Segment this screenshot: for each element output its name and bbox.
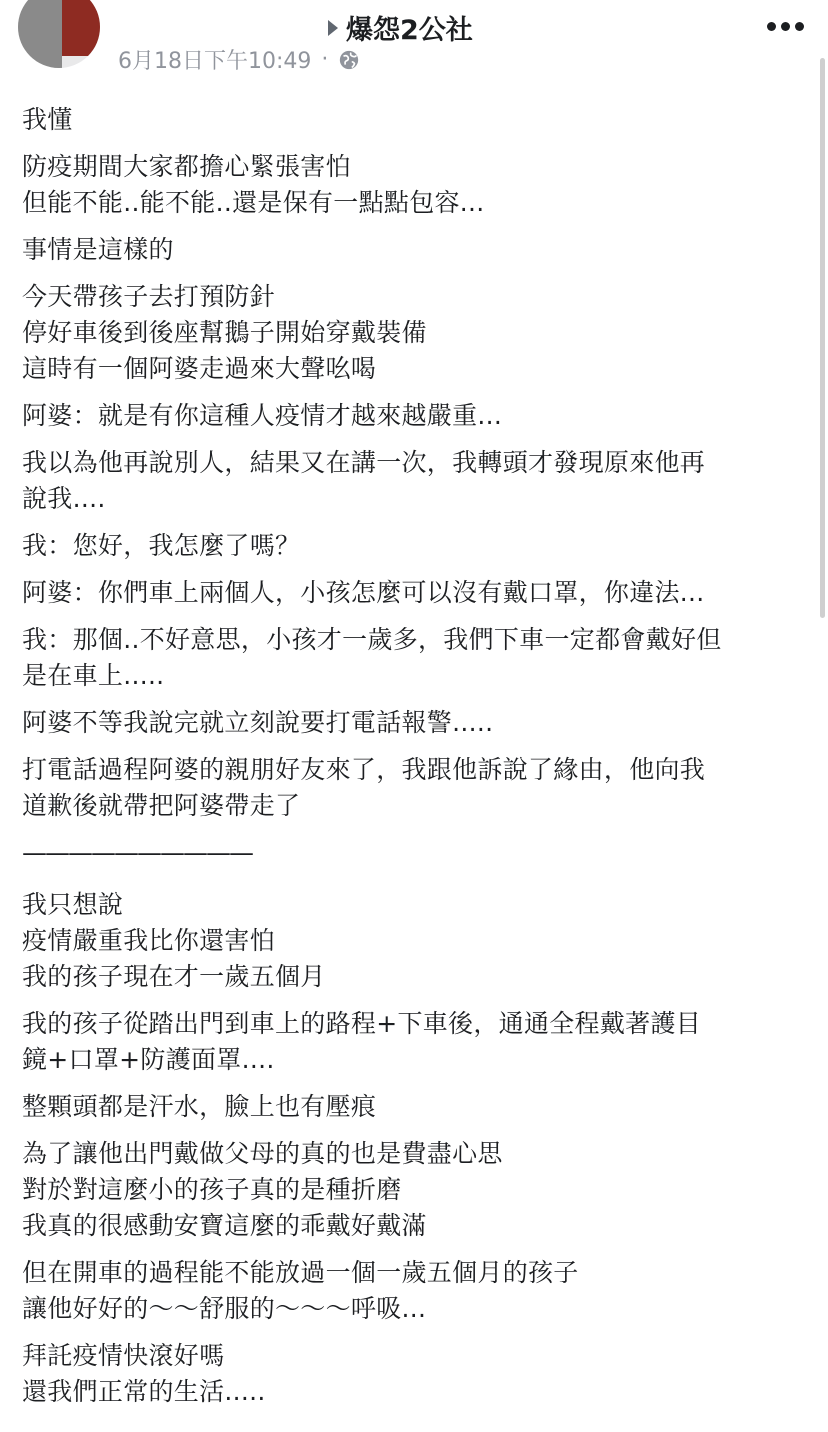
- post-paragraph: [22, 1006, 800, 1078]
- post-text-line: 對於對這麼小的孩子真的是種折磨: [22, 1175, 402, 1204]
- post-text-line: 防疫期間大家都擔心緊張害怕: [22, 152, 351, 181]
- more-dots-icon: [767, 22, 776, 31]
- post-text-line: 今天帶孩子去打預防針: [22, 282, 276, 311]
- post-text-line: 我的孩子從踏出門到車上的路程+下車後，通通全程戴著護目: [22, 1009, 702, 1038]
- post-body: [0, 90, 828, 1410]
- post-text-line: 我的孩子現在才一歲五個月: [22, 962, 326, 991]
- post-text-line: 整顆頭都是汗水，臉上也有壓痕: [22, 1092, 377, 1121]
- post-meta: [118, 44, 360, 75]
- post-text-line: 阿婆不等我說完就立刻說要打電話報警.....: [22, 708, 494, 737]
- post-header: [0, 0, 828, 90]
- post-text-line: 事情是這樣的: [22, 235, 174, 264]
- post-paragraph: [22, 1089, 800, 1125]
- post-paragraph: [22, 705, 800, 741]
- post-text-line: 我以為他再說別人，結果又在講一次，我轉頭才發現原來他再: [22, 448, 706, 477]
- caret-right-icon: [328, 20, 338, 36]
- post-text-part-1: [22, 102, 800, 824]
- group-title-row[interactable]: [328, 8, 473, 47]
- post-text-line: 鏡+口罩+防護面罩....: [22, 1045, 275, 1074]
- post-paragraph: [22, 575, 800, 611]
- more-options-button[interactable]: [767, 22, 804, 31]
- post-text-line: 讓他好好的～～舒服的～～～呼吸...: [22, 1294, 427, 1323]
- post-text-line: 說我....: [22, 484, 106, 513]
- post-text-line: 打電話過程阿婆的親朋好友來了，我跟他訴說了緣由，他向我: [22, 755, 706, 784]
- scrollbar[interactable]: [820, 58, 825, 618]
- post-paragraph: [22, 1338, 800, 1410]
- post-text-line: 我懂: [22, 105, 73, 134]
- post-paragraph: [22, 887, 800, 995]
- meta-separator: ·: [321, 47, 329, 72]
- post-text-line: 但能不能..能不能..還是保有一點點包容...: [22, 188, 485, 217]
- post-text-line: 我真的很感動安寶這麼的乖戴好戴滿: [22, 1211, 427, 1240]
- post-text-line: 還我們正常的生活.....: [22, 1377, 266, 1406]
- post-paragraph: [22, 1136, 800, 1244]
- post-text-line: 這時有一個阿婆走過來大聲吆喝: [22, 354, 377, 383]
- post-paragraph: [22, 622, 800, 694]
- post-text-line: 我：您好，我怎麼了嗎？: [22, 531, 301, 560]
- post-text-line: 是在車上.....: [22, 661, 165, 690]
- avatar[interactable]: [18, 0, 100, 68]
- post-text-line: 我：那個..不好意思，小孩才一歲多，我們下車一定都會戴好但: [22, 625, 722, 654]
- post-paragraph: [22, 752, 800, 824]
- post-text-line: 阿婆：就是有你這種人疫情才越來越嚴重...: [22, 401, 503, 430]
- post-text-line: 但在開車的過程能不能放過一個一歲五個月的孩子: [22, 1258, 579, 1287]
- post-paragraph: [22, 102, 800, 138]
- post-text-line: 道歉後就帶把阿婆帶走了: [22, 791, 301, 820]
- post-text-line: 拜託疫情快滾好嗎: [22, 1341, 225, 1370]
- post-paragraph: [22, 149, 800, 221]
- post-paragraph: [22, 445, 800, 517]
- post-paragraph: [22, 232, 800, 268]
- post-text-line: 停好車後到後座幫鵝子開始穿戴裝備: [22, 318, 427, 347]
- post-paragraph: [22, 279, 800, 387]
- globe-icon: [338, 49, 360, 71]
- divider-line: ——————————: [22, 838, 252, 867]
- post-text-line: 為了讓他出門戴做父母的真的也是費盡心思: [22, 1139, 503, 1168]
- post-paragraph: [22, 1255, 800, 1327]
- post-text-line: 疫情嚴重我比你還害怕: [22, 926, 276, 955]
- post-text-line: 我只想說: [22, 890, 124, 919]
- post-paragraph: [22, 528, 800, 564]
- post-paragraph: [22, 398, 800, 434]
- post-timestamp[interactable]: 6月18日下午10:49: [118, 49, 312, 74]
- group-name[interactable]: 爆怨2公社: [346, 15, 473, 46]
- post-text-part-2: [22, 887, 800, 1410]
- post-text-line: 阿婆：你們車上兩個人，小孩怎麼可以沒有戴口罩，你違法...: [22, 578, 705, 607]
